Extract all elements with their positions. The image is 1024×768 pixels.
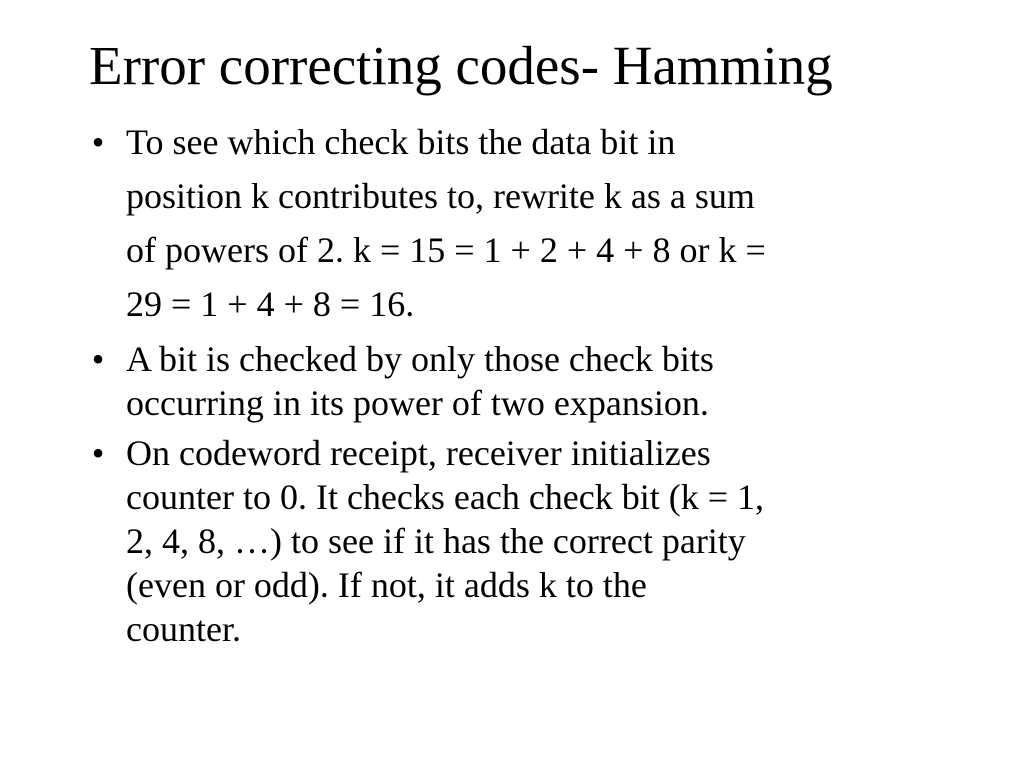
- bullet-list: [86, 115, 956, 651]
- bullet-marker: •: [91, 122, 105, 162]
- bullet-text-line: counter to 0. It checks each check bit (k = 1,: [126, 477, 765, 517]
- bullet-marker: •: [91, 433, 105, 473]
- bullet-item: [86, 431, 956, 651]
- bullet-text-line: position k contributes to, rewrite k as a sum: [126, 176, 755, 216]
- bullet-item: [86, 337, 956, 425]
- bullet-text-line: counter.: [126, 609, 241, 649]
- bullet-text-line: of powers of 2. k = 15 = 1 + 2 + 4 + 8 or k =: [126, 230, 766, 270]
- bullet-text-line: (even or odd). If not, it adds k to the: [126, 565, 647, 605]
- bullet-text-line: occurring in its power of two expansion.: [126, 383, 709, 423]
- bullet-item: [86, 115, 956, 331]
- bullet-text-line: To see which check bits the data bit in: [126, 122, 676, 162]
- bullet-text-line: On codeword receipt, receiver initializes: [126, 433, 711, 473]
- bullet-text-line: A bit is checked by only those check bits: [126, 339, 714, 379]
- bullet-text-line: 2, 4, 8, …) to see if it has the correct parity: [126, 521, 746, 561]
- slide-title: Error correcting codes- Hamming: [89, 35, 833, 96]
- bullet-marker: •: [91, 339, 105, 379]
- bullet-text-line: 29 = 1 + 4 + 8 = 16.: [126, 284, 415, 324]
